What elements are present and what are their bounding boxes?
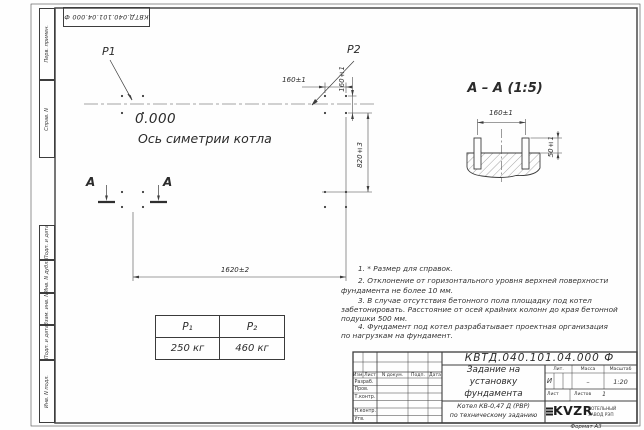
section-letter-left: А — [86, 175, 96, 189]
note-line: 2. Отклонение от горизонтального уровня верхней поверхности — [358, 276, 609, 285]
row-label-prov: Пров. — [354, 387, 369, 392]
load-table-value-p2: 460 кг — [235, 343, 269, 354]
scale-value: 1:20 — [613, 378, 628, 386]
row-label-razrab: Разраб. — [354, 379, 374, 385]
logo-caption-line2: ЗАВОД РЭП — [588, 412, 614, 418]
note-line: по нагрузкам на фундамент. — [341, 331, 453, 340]
drawing-title-line2: установку — [469, 377, 518, 387]
corner-stamp-number: КВТД.040.101.04.000 Ф — [64, 13, 149, 21]
load-table-header-p2: P₂ — [220, 316, 284, 338]
product-name-line2: по техническому заданию — [449, 412, 538, 419]
col-header-data: Дата — [429, 372, 441, 378]
section-view-title: А – А (1:5) — [467, 81, 543, 96]
dim-text: 160±1 — [338, 66, 347, 92]
sheets-label: Листов — [574, 391, 592, 397]
corner-stamp — [63, 7, 150, 27]
margin-box-podp-data-bottom — [39, 325, 55, 360]
title-block-doc-number: КВТД.040.101.04.000 Ф — [464, 352, 615, 364]
anchor-bolt-right — [522, 138, 529, 169]
margin-label: Подп. и дата — [44, 325, 50, 360]
sheets-value: 1 — [602, 390, 606, 398]
dim-text: 820±3 — [356, 142, 365, 168]
section-dim-160: 160±1 — [489, 109, 513, 117]
mass-header: Масса — [580, 366, 596, 372]
margin-label: Инв. N подл. — [44, 374, 50, 409]
margin-box-perv-primen — [39, 8, 55, 80]
drawing-title-line3: фундамента — [464, 389, 523, 399]
note-line: подушки 500 мм. — [341, 314, 408, 323]
note-line: 3. В случае отсутствия бетонного пола площадку под котел — [358, 296, 592, 305]
load-table-header-p1: P₁ — [156, 316, 220, 338]
logo-caption-line1: КОТЕЛЬНЫЙ — [588, 406, 617, 412]
col-header-izm: Изм. — [353, 372, 364, 378]
load-point-p2-label: P2 — [347, 43, 361, 56]
margin-label: Перв. примен. — [44, 25, 50, 63]
mass-value: – — [586, 378, 590, 386]
margin-box-inv-podl — [39, 360, 55, 423]
dim-1620: 1620±2 — [220, 266, 250, 274]
dim-160-horizontal: 160±1 — [282, 76, 306, 84]
margin-box-podp-data-top — [39, 225, 55, 260]
col-header-doc: N докум. — [381, 372, 404, 378]
note-line: 1. * Размер для справок. — [358, 264, 453, 273]
scale-header: Масштаб — [609, 366, 632, 372]
col-header-podp: Подп. — [411, 372, 425, 378]
section-letter-right: А — [163, 175, 173, 189]
margin-label: Подп. и дата — [44, 225, 50, 260]
margin-label: Взам. инв. N — [44, 292, 50, 326]
load-table-value-p1: 250 кг — [156, 338, 220, 359]
margin-box-sprav-n — [39, 80, 55, 158]
drawing-title-line1: Задание на — [466, 365, 521, 375]
section-dim-50 — [546, 128, 557, 166]
section-cut-marks — [98, 185, 167, 202]
col-header-list: Лист — [364, 372, 376, 378]
anchor-bolt-left — [474, 138, 481, 169]
sheet-label: Лист — [547, 391, 559, 397]
margin-label: Инв. N дубл. — [44, 260, 50, 293]
dim-160-vertical — [337, 59, 349, 99]
load-point-p1-label: P1 — [102, 45, 116, 58]
kvzr-logo-icon — [546, 409, 553, 415]
load-table — [155, 315, 285, 360]
kvzr-logo-text: KVZR — [553, 403, 593, 418]
margin-label: Справ. N — [44, 107, 50, 131]
format-label: Формат А3 — [570, 423, 602, 430]
dim-820 — [355, 135, 367, 175]
margin-box-inv-dubl — [39, 260, 55, 293]
row-label-tkontr: Т.контр. — [354, 394, 376, 400]
symmetry-axis-label: Ось симетрии котла — [138, 131, 272, 146]
lit-header: Лит. — [553, 366, 564, 372]
plan-view — [84, 60, 374, 281]
row-label-nkontr: Н.контр. — [354, 409, 376, 414]
note-line: 4. Фундамент под котел разрабатывает проектная организация — [358, 322, 608, 331]
note-line: фундамента не более 10 мм. — [341, 286, 454, 295]
load-leaders — [110, 60, 354, 105]
product-name-line1: Котел КВ-0,47 Д (РВР) — [457, 403, 530, 410]
note-line: забетонировать. Расстояние от осей крайних колонн до края бетонной — [341, 305, 618, 314]
lit-value: И — [546, 377, 553, 385]
level-mark: 0.000 — [135, 111, 177, 127]
dim-text: 50±1 — [546, 136, 555, 158]
row-label-utv: Утв. — [354, 416, 365, 422]
margin-box-vzam-inv — [39, 293, 55, 325]
